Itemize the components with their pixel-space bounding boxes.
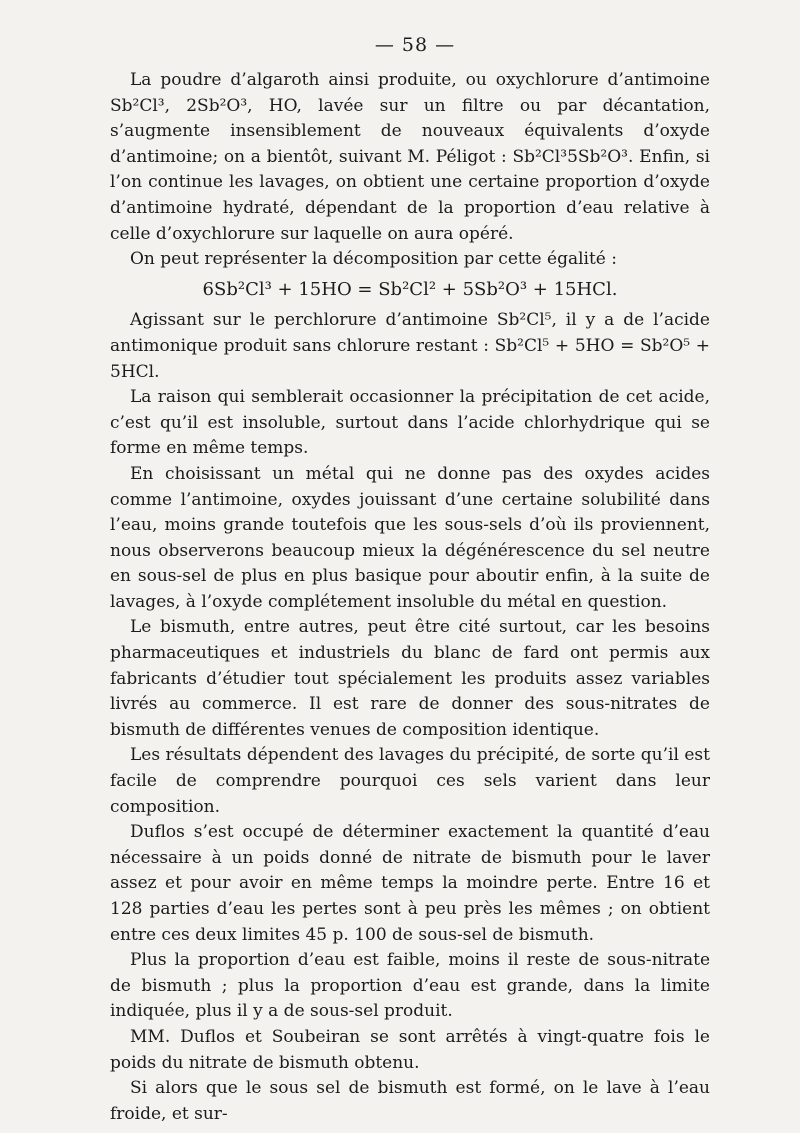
paragraph-soubeiran: MM. Duflos et Soubeiran se sont arrêtés à vingt-quatre fois le poids du nitrate de bismuth obtenu. xyxy=(110,1026,710,1073)
body-text xyxy=(110,68,710,1127)
paragraph-resultats: Les résultats dépendent des lavages du précipité, de sorte qu’il est facile de comprendre pourquoi ces sels varient dans leur composition. xyxy=(110,745,710,817)
paragraph-equation-intro: On peut représenter la décomposition par cette égalité : xyxy=(130,249,617,270)
chemical-equation: 6Sb²Cl³ + 15HO = Sb²Cl² + 5Sb²O³ + 15HCl. xyxy=(202,278,618,300)
paragraph-perchlorure: Agissant sur le perchlorure d’antimoine Sb²Cl⁵, il y a de l’acide antimonique produit sans chlorure restant : Sb²Cl⁵ + 5HO = Sb²O⁵ + 5HCl. xyxy=(110,310,710,382)
paragraph-sous-sel: Si alors que le sous sel de bismuth est formé, on le lave à l’eau froide, et sur- xyxy=(110,1078,710,1124)
paragraph-metal-choice: En choisissant un métal qui ne donne pas des oxydes acides comme l’antimoine, oxydes jouissant d’une certaine solubilité dans l’eau, moins grande toutefois que les sous-sels d’où ils proviennent, nous observerons beaucoup mieux la dégénérescence du sel neutre en sous-sel de plus en plus basique pour aboutir enfin, à la suite de lavages, à l’oxyde complétement insoluble du métal en question. xyxy=(110,463,710,612)
paragraph-proportion: Plus la proportion d’eau est faible, moins il reste de sous-nitrate de bismuth ; plus la proportion d’eau est grande, dans la limite indiquée, plus il y a de sous-sel produit. xyxy=(110,950,710,1022)
paragraph-algaroth: La poudre d’algaroth ainsi produite, ou oxychlorure d’antimoine Sb²Cl³, 2Sb²O³, HO, lavée sur un filtre ou par décantation, s’augmente insensiblement de nouveaux équivalents d’oxyde d’antimoine; on a bientôt, suivant M. Péligot : Sb²Cl³5Sb²O³. Enfin, si l’on continue les lavages, on obtient une certaine proportion d’oxyde d’antimoine hydraté, dépendant de la proportion d’eau relative à celle d’oxychlorure sur laquelle on aura opéré. xyxy=(110,70,710,244)
page-number: — 58 — xyxy=(374,34,456,56)
paragraph-bismuth: Le bismuth, entre autres, peut être cité surtout, car les besoins pharmaceutiques et industriels du blanc de fard ont permis aux fabricants d’étudier tout spécialement les produits assez variables livrés au commerce. Il est rare de donner des sous-nitrates de bismuth de différentes venues de composition identique. xyxy=(110,617,710,740)
paragraph-duflos: Duflos s’est occupé de déterminer exactement la quantité d’eau nécessaire à un poids donné de nitrate de bismuth pour le laver assez et pour avoir en même temps la moindre perte. Entre 16 et 128 parties d’eau les pertes sont à peu près les mêmes ; on obtient entre ces deux limites 45 p. 100 de sous-sel de bismuth. xyxy=(110,822,710,945)
paragraph-precipitation: La raison qui semblerait occasionner la précipitation de cet acide, c’est qu’il est insoluble, surtout dans l’acide chlorhydrique qui se forme en même temps. xyxy=(110,387,710,459)
